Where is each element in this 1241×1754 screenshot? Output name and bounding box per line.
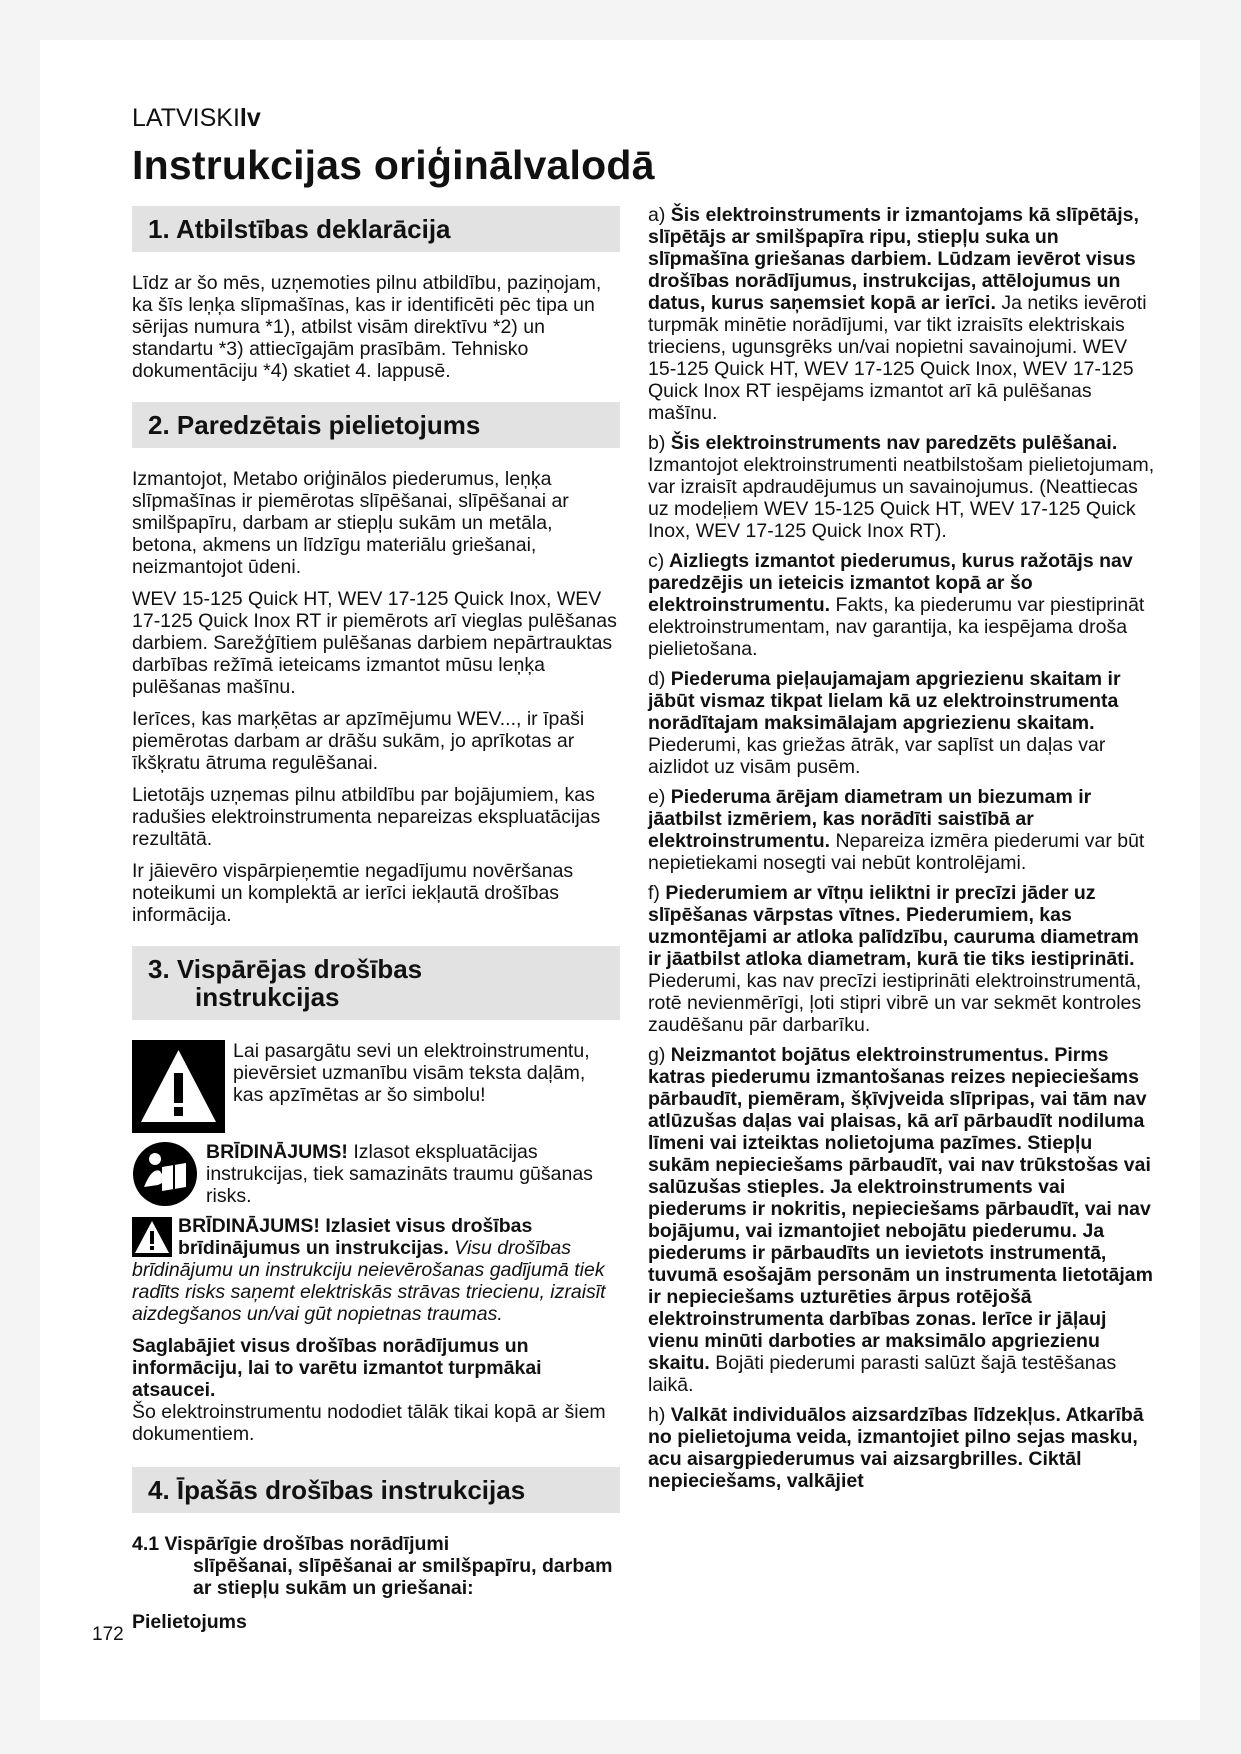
warning-triangle-icon — [132, 1040, 225, 1133]
symbol-description: Lai pasargātu sevi un elektroinstrumentu, pievērsiet uzmanību visām teksta daļām, kas apzīmētas ar šo simbolu! — [233, 1040, 590, 1106]
list-item: g) Neizmantot bojātus elektroinstrumentus. Pirms katras piederumu izmantošanas reizes nepieciešams pārbaudīt, piemēram, šķīvjveida slīpripas, vai tām nav atlūzušas daļas vai plaisas, kā arī pārbaudīt nodiluma līmeni vai izteiktas nolietojuma pazīmes. Stiepļu sukām nepieciešams pārbaudīt, vai nav trūkstošas vai salūzušas stieples. Ja elektroinstruments vai piederums ir nokritis, nepieciešams pārbaudīt, vai nav bojājumu, vai izmantojiet nebojātu piederumu. Ja piederums ir pārbaudīts un ievietots instrumentā, tuvumā esošajām personām un instrumenta lietotājam ir nepieciešams uzturēties ārpus rotējošā elektroinstrumenta darbības zonas. Ierīce ir jāļauj vienu minūti darboties ar maksimālo apgriezienu skaitu. Bojāti piederumi parasti salūzt šajā testēšanas laikā. — [648, 1044, 1153, 1396]
warning-paragraph: BRĪDINĀJUMS! Izlasiet visus drošības brīdinājumus un instrukcijas. Visu drošības brīdinājumu un instrukciju neievērošanas gadījumā tiek radīts risks saņemt elektriskās strāvas triecienu, izraisīt aizdegšanos un/vai gūt nopietnas traumas. — [132, 1215, 606, 1325]
left-column — [132, 206, 620, 1633]
list-item: a) Šis elektroinstruments ir izmantojams kā slīpētājs, slīpētājs ar smilšpapīra ripu, stiepļu suka un slīpmašīna griešanas darbiem. Lūdzam ievērot visus drošības norādījumus, instrukcijas, attēlojumus un datus, kurus saņemsiet kopā ar ierīci. Ja netiks ievēroti turpmāk minētie norādījumi, var tikt izraisīts elektriskais trieciens, ugunsgrēks un/vai nopietni savainojumi. WEV 15-125 Quick HT, WEV 17-125 Quick Inox, WEV 17-125 Quick Inox RT iespējams izmantot arī kā pulēšanas mašīnu. — [648, 204, 1147, 424]
section-heading-2: 2. Paredzētais pielietojums — [132, 402, 620, 448]
warning-symbol-row — [132, 1040, 620, 1133]
page-title: Instrukcijas oriģinālvalodā — [132, 142, 655, 188]
paragraph: Ierīces, kas marķētas ar apzīmējumu WEV..., ir īpaši piemērotas darbam ar drāšu sukām, jo aprīkotas ar īkšķratu ātruma regulēšanai. — [132, 708, 585, 774]
handover-text: Šo elektroinstrumentu nododiet tālāk tikai kopā ar šiem dokumentiem. — [132, 1401, 606, 1445]
read-manual-icon — [132, 1141, 198, 1207]
list-item: h) Valkāt individuālos aizsardzības līdzekļus. Atkarībā no pielietojuma veida, izmantojiet pilno sejas masku, acu aisargpiederumus vai aizsargbrilles. Ciktāl nepieciešams, valkājiet — [648, 1404, 1144, 1492]
language-label: LATVISKIlv — [132, 104, 261, 132]
list-item: f) Piederumiem ar vītņu ieliktni ir precīzi jāder uz slīpēšanas vārpstas vītnes. Piederumiem, kas uzmontējami ar atloka palīdzību, cauruma diametram ir jāatbilst atloka diametram, kurā tie tiks iestiprināti. Piederumi, kas nav precīzi iestiprināti elektroinstrumentā, rotē nevienmērīgi, ļoti stipri vibrē un var sekmēt kontroles zaudēšanu pār darbarīku. — [648, 882, 1142, 1036]
list-item: e) Piederuma ārējam diametram un biezumam ir jāatbilst izmēriem, kas norādīti saistībā ar elektroinstrumentu. Nepareiza izmēra piederumi var būt nepietiekami nosegti vai nebūt kontrolējami. — [648, 786, 1145, 874]
read-manual-text: BRĪDINĀJUMS! Izlasot ekspluatācijas instrukcijas, tiek samazināts traumu gūšanas risks. — [206, 1141, 593, 1207]
page-number: 172 — [92, 1624, 124, 1645]
read-manual-row — [132, 1141, 620, 1207]
subsection-heading: 4.1 Vispārīgie drošības norādījumi slīpēšanai, slīpēšanai ar smilšpapīru, darbam ar stiepļu sukām un griešanai: — [132, 1533, 613, 1599]
paragraph: Izmantojot, Metabo oriģinālos piederumus, leņķa slīpmašīnas ir piemērotas slīpēšanai, slīpēšanai ar smilšpapīru, darbam ar stiepļu sukām un metāla, betona, akmens un līdzīgu materiālu griešanai, neizmantojot ūdeni. — [132, 468, 569, 578]
right-column — [648, 204, 1156, 1500]
list-item: b) Šis elektroinstruments nav paredzēts pulēšanai. Izmantojot elektroinstrumenti neatbilstošam pielietojumam, var izraisīt apdraudējumus un savainojumus. (Neattiecas uz modeļiem WEV 15-125 Quick HT, WEV 17-125 Quick Inox, WEV 17-125 Quick Inox RT). — [648, 432, 1155, 542]
paragraph: Lietotājs uzņemas pilnu atbildību par bojājumiem, kas radušies elektroinstrumenta nepareizas ekspluatācijas rezultātā. — [132, 784, 601, 850]
list-item: c) Aizliegts izmantot piederumus, kurus ražotājs nav paredzējis un ieteicis izmantot kopā ar šo elektroinstrumentu. Fakts, ka piederumu var piestiprināt elektroinstrumentam, nav garantija, ka iespējama droša pielietošana. — [648, 550, 1145, 660]
usage-heading: Pielietojums — [132, 1611, 247, 1633]
paragraph: WEV 15-125 Quick HT, WEV 17-125 Quick Inox, WEV 17-125 Quick Inox RT ir piemērots arī vieglas pulēšanas darbiem. Sarežģītiem pulēšanas darbiem nepārtrauktas darbības režīmā ieteicams izmantot mūsu leņķa pulēšanas mašīnu. — [132, 588, 617, 698]
paragraph: Ir jāievēro vispārpieņemtie negadījumu novēršanas noteikumi un komplektā ar ierīci iekļautā drošības informācija. — [132, 860, 574, 926]
keep-instructions: Saglabājiet visus drošības norādījumus un informāciju, lai to varētu izmantot turpmākai atsaucei. — [132, 1335, 542, 1401]
section-heading-3: 3. Vispārējas drošības instrukcijas — [132, 946, 620, 1020]
list-item: d) Piederuma pieļaujamajam apgriezienu skaitam ir jābūt vismaz tikpat lielam kā uz elektroinstrumenta norādītajam maksimālajam apgriezienu skaitam. Piederumi, kas griežas ātrāk, var saplīst un daļas var aizlidot uz visām pusēm. — [648, 668, 1121, 778]
declaration-text: Līdz ar šo mēs, uzņemoties pilnu atbildību, paziņojam, ka šīs leņķa slīpmašīnas, kas ir identificēti pēc tipa un sērijas numura *1), atbilst visām direktīvu *2) un standartu *3) attiecīgajām prasībām. Tehnisko dokumentāciju *4) skatiet 4. lappusē. — [132, 272, 602, 382]
section-heading-4: 4. Īpašās drošības instrukcijas — [132, 1467, 620, 1513]
section-heading-1: 1. Atbilstības deklarācija — [132, 206, 620, 252]
small-warning-icon — [132, 1217, 172, 1257]
